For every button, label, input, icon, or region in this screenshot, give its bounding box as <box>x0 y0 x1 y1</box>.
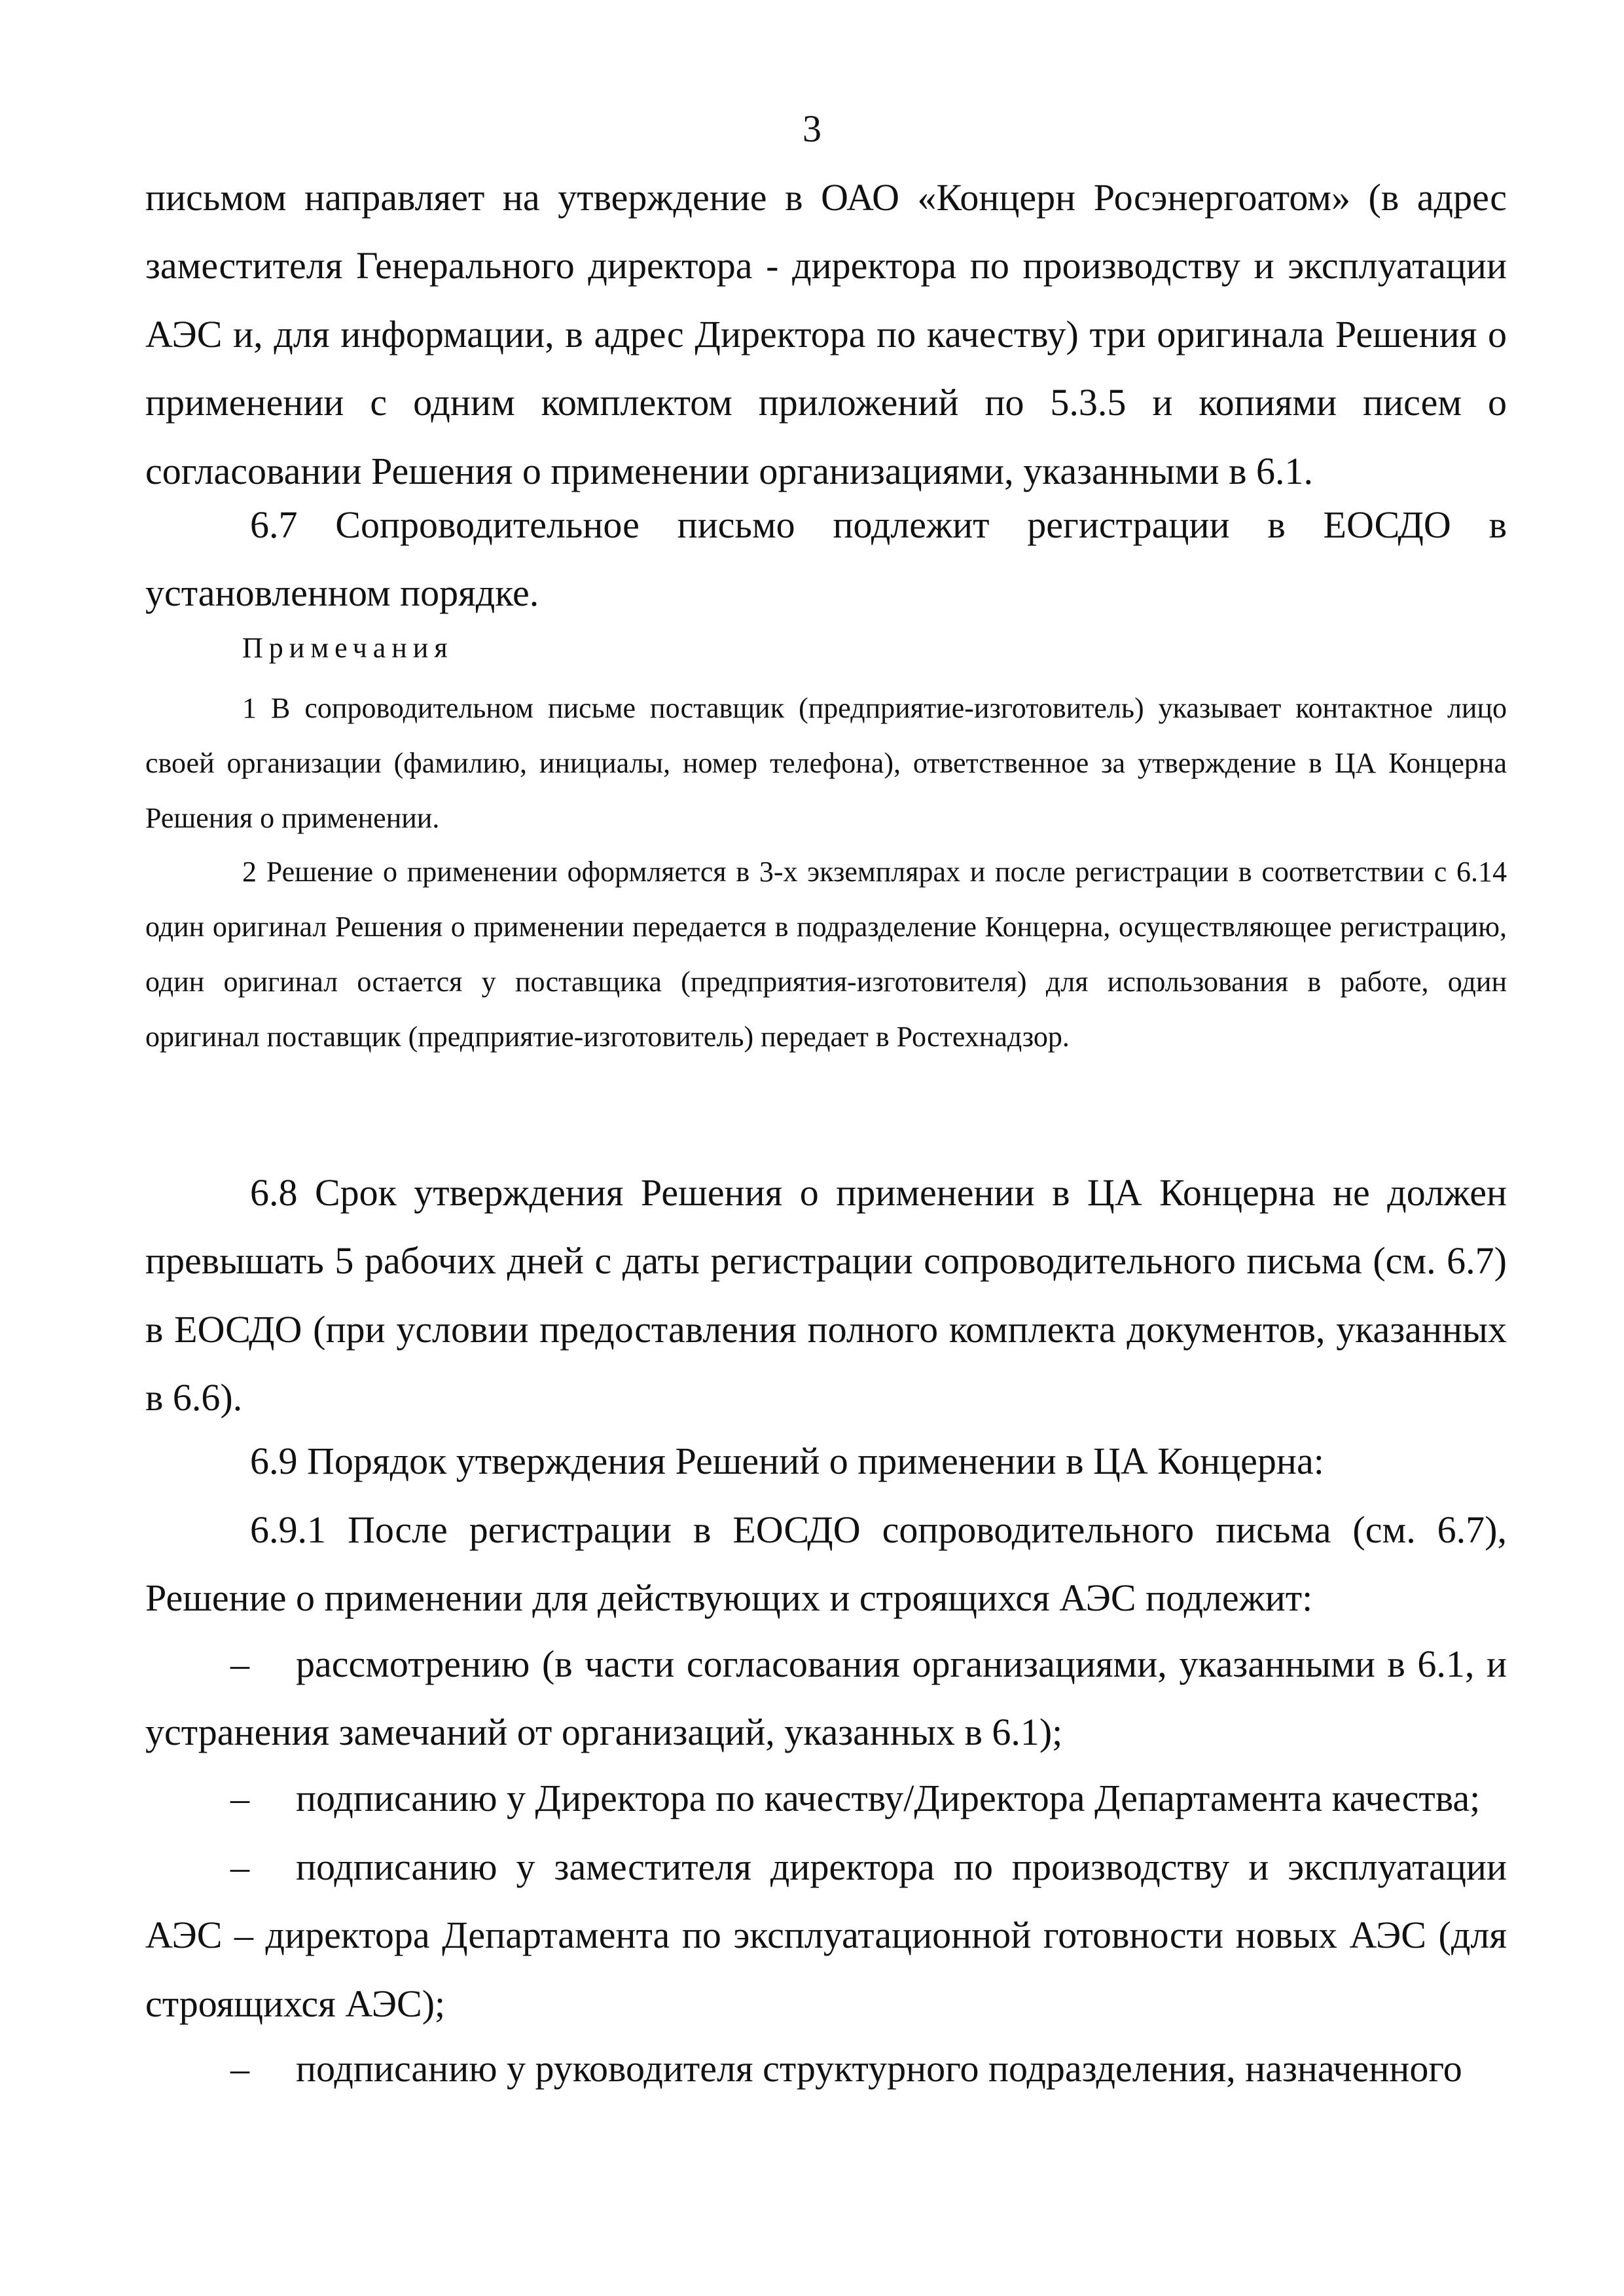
paragraph-6-7: 6.7 Сопроводительное письмо подлежит регистрации в ЕОСДО в установленном порядке. <box>145 503 1507 615</box>
list-item <box>145 1630 1507 1767</box>
list-item <box>145 1833 1507 2038</box>
list-item-text: рассмотрению (в части согласования организациями, указанными в 6.1, и устранения замечаний от организаций, указанных в 6.1); <box>145 1643 1507 1754</box>
list-item-text: подписанию у Директора по качеству/Директора Департамента качества; <box>296 1777 1481 1819</box>
list-item <box>145 2035 1507 2103</box>
dash-marker: – <box>230 2047 249 2090</box>
paragraph-intro: письмом направляет на утверждение в ОАО «Концерн Росэнергоатом» (в адрес заместителя Генерального директора - директора по производству и эксплуатации АЭС и, для информации, в адрес Директора по качеству) три оригинала Решения о применении с одним комплектом приложений по 5.3.5 и копиями писем о согласовании Решения о применении организациями, указанными в 6.1. <box>145 176 1507 492</box>
list-item <box>145 1764 1507 1832</box>
notes-heading: Примечания <box>242 632 454 664</box>
page-number: 3 <box>803 107 821 150</box>
dash-marker: – <box>230 1846 249 1888</box>
paragraph-6-9-1: 6.9.1 После регистрации в ЕОСДО сопроводительного письма (см. 6.7), Решение о применении для действующих и строящихся АЭС подлежит: <box>145 1508 1507 1620</box>
dash-marker: – <box>230 1777 249 1819</box>
dash-marker: – <box>230 1643 249 1685</box>
paragraph-6-8: 6.8 Срок утверждения Решения о применении в ЦА Концерна не должен превышать 5 рабочих дней с даты регистрации сопроводительного письма (см. 6.7) в ЕОСДО (при условии предоставления полного комплекта документов, указанных в 6.6). <box>145 1171 1507 1419</box>
note-item-1: 1 В сопроводительном письме поставщик (предприятие-изготовитель) указывает контактное лицо своей организации (фамилию, инициалы, номер телефона), ответственное за утверждение в ЦА Концерна Решения о применении. <box>145 692 1507 834</box>
paragraph-6-9: 6.9 Порядок утверждения Решений о применении в ЦА Концерна: <box>250 1440 1324 1482</box>
list-item-text: подписанию у руководителя структурного подразделения, назначенного <box>296 2047 1462 2090</box>
note-item-2: 2 Решение о применении оформляется в 3-х экземплярах и после регистрации в соответствии с 6.14 один оригинал Решения о применении передается в подразделение Концерна, осуществляющее регистрацию, один оригинал остается у поставщика (предприятия-изготовителя) для использования в работе, один оригинал поставщик (предприятие-изготовитель) передает в Ростехнадзор. <box>145 856 1507 1053</box>
list-item-text: подписанию у заместителя директора по производству и эксплуатации АЭС – директора Департамента по эксплуатационной готовности новых АЭС (для строящихся АЭС); <box>145 1846 1507 2025</box>
